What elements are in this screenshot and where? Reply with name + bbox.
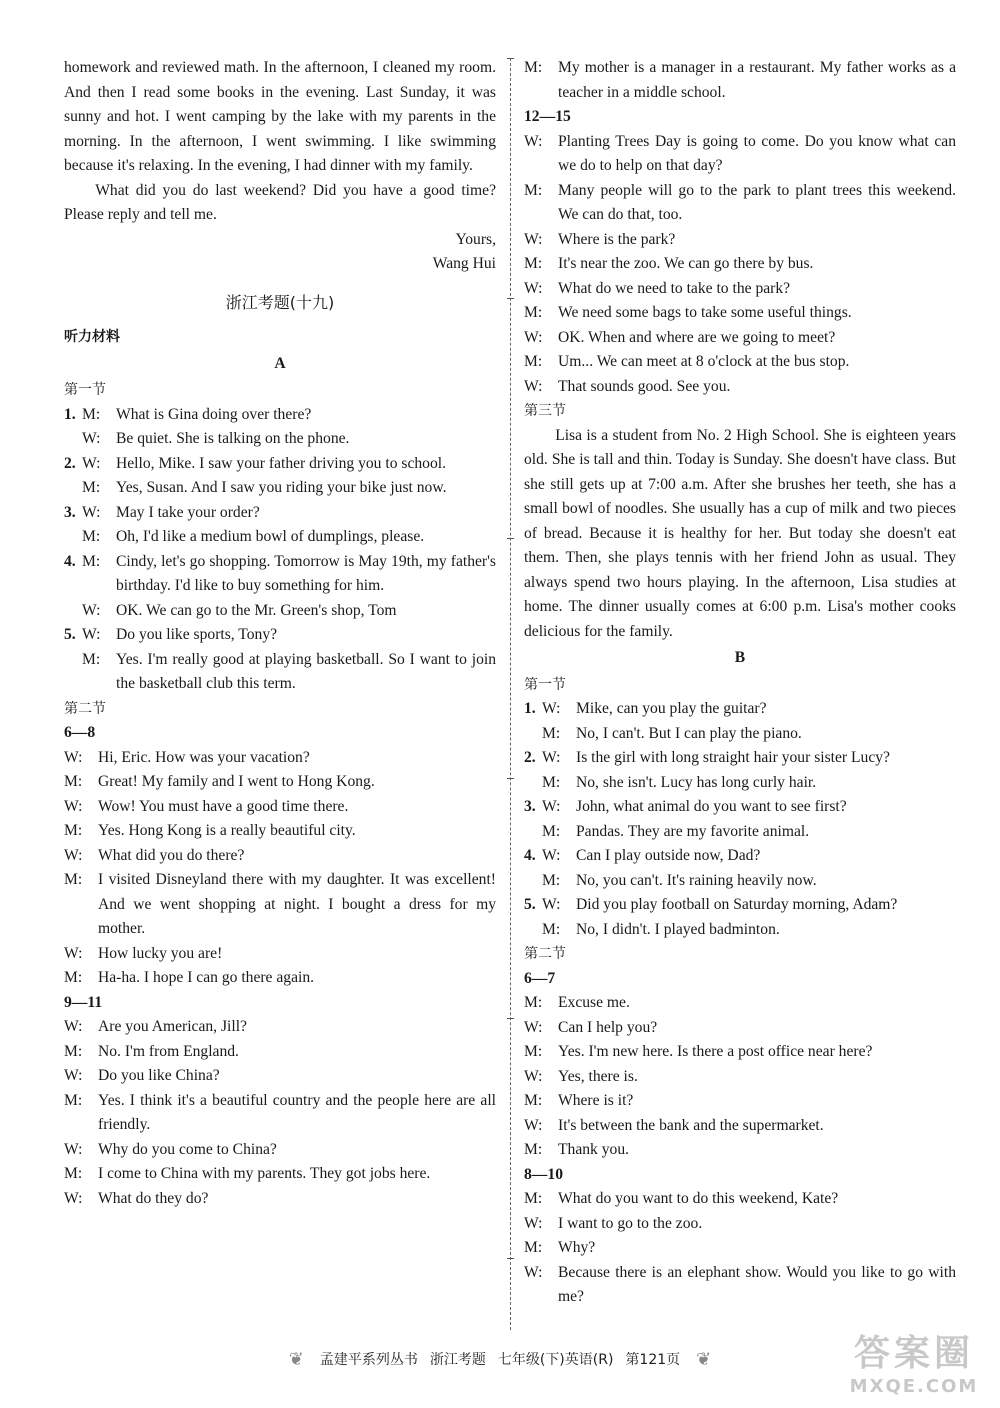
speaker-label: M:: [524, 59, 543, 76]
dialogue-line: [524, 1236, 956, 1261]
dialogue-line: [82, 550, 496, 599]
speaker-label: W:: [524, 230, 543, 248]
numbered-dialogues: [524, 697, 956, 942]
dialogue-line: [64, 1040, 496, 1065]
question-line: [64, 476, 496, 501]
ornament-right-icon: ❦: [696, 1348, 712, 1370]
left-column: [64, 56, 496, 1211]
dialogue-text: Yes. I'm really good at playing basketball. So I want to join the basketball club this term.: [116, 650, 496, 692]
dialogue-line: [542, 771, 956, 796]
speaker-label: M:: [64, 822, 83, 839]
speaker-label: W:: [524, 132, 543, 150]
dialogue-line: [82, 599, 496, 624]
dialogue-line: [524, 56, 956, 105]
dialogue-text: Hi, Eric. How was your vacation?: [98, 748, 310, 766]
question-number: [524, 918, 542, 943]
speaker-label: W:: [542, 847, 561, 864]
speaker-label: M:: [524, 1190, 543, 1207]
question-line: [524, 844, 956, 869]
dialogue-line: [64, 1187, 496, 1212]
dialogue-line: [64, 966, 496, 991]
dialogue-line: [524, 1138, 956, 1163]
dialogue-text: Thank you.: [558, 1141, 630, 1158]
dialogue-9-11: [64, 1015, 496, 1211]
speaker-label: M:: [64, 969, 83, 986]
speaker-label: M:: [524, 353, 543, 370]
dialogue-continuation: [524, 56, 956, 105]
dialogue-line: [64, 1162, 496, 1187]
question-number: 5.: [64, 626, 76, 643]
speaker-label: M:: [524, 1239, 543, 1256]
question-line: [64, 403, 496, 428]
dialogue-line: [64, 1064, 496, 1089]
dialogue-8-10: [524, 1187, 956, 1310]
exam-title: 浙江考题(十九): [225, 292, 335, 312]
dialogue-line: [542, 844, 956, 869]
dialogue-line: [82, 623, 496, 648]
speaker-label: M:: [524, 1141, 543, 1158]
speaker-label: W:: [524, 377, 543, 395]
section-heading: 第二节: [64, 700, 106, 717]
dialogue-text: Um... We can meet at 8 o'clock at the bus stop.: [558, 353, 850, 370]
speaker-label: W:: [64, 1018, 83, 1035]
part-b-heading: B: [734, 649, 746, 666]
dialogue-text: No, you can't. It's raining heavily now.: [576, 871, 817, 889]
dialogue-text: Yes, Susan. And I saw you riding your bike just now.: [116, 479, 447, 496]
footer-grade: 七年级(下)英语(R): [497, 1352, 614, 1368]
dialogue-line: [82, 403, 496, 428]
dialogue-text: How lucky you are!: [98, 944, 223, 962]
dialogue-text: John, what animal do you want to see first?: [576, 798, 847, 815]
dialogue-text: We need some bags to take some useful things.: [558, 304, 852, 321]
watermark-logo: [834, 1332, 994, 1404]
section-heading: 第二节: [524, 946, 566, 962]
speaker-label: M:: [64, 773, 83, 790]
dialogue-text: OK. We can go to the Mr. Green's shop, Tom: [116, 601, 397, 619]
dialogue-text: Yes, there is.: [558, 1067, 638, 1085]
dialogue-text: Do you like China?: [98, 1067, 220, 1084]
dialogue-line: [524, 1040, 956, 1065]
dialogue-text: Ha-ha. I hope I can go there again.: [98, 969, 315, 986]
question-line: [64, 599, 496, 624]
dialogue-line: [524, 277, 956, 302]
dialogue-line: [524, 1187, 956, 1212]
dialogue-text: Be quiet. She is talking on the phone.: [116, 430, 350, 447]
dialogue-text: Cindy, let's go shopping. Tomorrow is May 19th, my father's birthday. I'd like to buy something for him.: [116, 552, 496, 594]
speaker-label: M:: [64, 871, 83, 888]
dialogue-text: Yes. I'm new here. Is there a post office near here?: [558, 1043, 873, 1060]
divider-tick: [507, 298, 514, 299]
watermark-text: 答案圈: [853, 1333, 974, 1374]
speaker-label: M:: [82, 479, 101, 496]
dialogue-line: [82, 476, 496, 501]
dialogue-text: Yes. I think it's a beautiful country and the people here are all friendly.: [98, 1091, 496, 1133]
divider-tick: [507, 778, 514, 779]
divider-tick: [507, 1258, 514, 1259]
dialogue-text: No. I'm from England.: [98, 1042, 239, 1060]
speaker-label: W:: [64, 1140, 83, 1158]
speaker-label: W:: [82, 601, 101, 619]
speaker-label: M:: [524, 1043, 543, 1060]
footer-book: 浙江考题: [429, 1352, 486, 1368]
dialogue-text: Can I play outside now, Dad?: [576, 847, 761, 864]
page-footer: [200, 1346, 800, 1372]
dialogue-text: No, I didn't. I played badminton.: [576, 920, 780, 938]
dialogue-line: [524, 1261, 956, 1310]
speaker-label: M:: [82, 552, 101, 570]
question-range: 6—7: [524, 969, 556, 987]
dialogue-line: [82, 501, 496, 526]
speaker-label: M:: [542, 920, 561, 938]
dialogue-line: [82, 427, 496, 452]
part-a-heading: A: [274, 354, 286, 372]
dialogue-line: [82, 648, 496, 697]
speaker-label: W:: [542, 798, 561, 815]
dialogue-line: [542, 820, 956, 845]
divider-tick: [507, 538, 514, 539]
column-divider: [510, 58, 511, 1330]
dialogue-text: That sounds good. See you.: [558, 377, 731, 395]
dialogue-text: Wow! You must have a good time there.: [98, 797, 349, 815]
dialogue-line: [524, 1065, 956, 1090]
question-range: 12—15: [524, 108, 571, 125]
question-line: [524, 820, 956, 845]
question-line: [524, 697, 956, 722]
dialogue-6-7: [524, 991, 956, 1163]
question-number: [64, 525, 82, 550]
dialogue-6-8: [64, 746, 496, 991]
dialogue-line: [64, 770, 496, 795]
speaker-label: M:: [64, 1165, 83, 1182]
speaker-label: M:: [524, 181, 543, 199]
speaker-label: M:: [542, 871, 561, 889]
question-line: [524, 746, 956, 771]
dialogue-line: [82, 525, 496, 550]
question-line: [64, 501, 496, 526]
question-number: 1.: [64, 405, 76, 423]
question-line: [524, 893, 956, 918]
speaker-label: M:: [82, 528, 101, 545]
dialogue-line: [524, 252, 956, 277]
question-number: 4.: [64, 552, 76, 570]
dialogue-text: Oh, I'd like a medium bowl of dumplings, please.: [116, 528, 425, 545]
dialogue-text: My mother is a manager in a restaurant. My father works as a teacher in a middle school.: [558, 59, 956, 101]
dialogue-line: [524, 301, 956, 326]
dialogue-line: [64, 868, 496, 942]
dialogue-line: [524, 1114, 956, 1139]
question-number: [524, 722, 542, 747]
section-heading: 第一节: [64, 382, 106, 398]
question-number: [524, 820, 542, 845]
dialogue-line: [524, 1089, 956, 1114]
dialogue-line: [64, 746, 496, 771]
dialogue-text: Hello, Mike. I saw your father driving you to school.: [116, 454, 447, 472]
speaker-label: W:: [82, 430, 101, 447]
speaker-label: M:: [524, 1092, 543, 1109]
speaker-label: W:: [64, 797, 83, 815]
dialogue-text: I want to go to the zoo.: [558, 1214, 703, 1232]
dialogue-line: [524, 1212, 956, 1237]
dialogue-text: Where is the park?: [558, 230, 676, 248]
question-line: [524, 795, 956, 820]
dialogue-line: [64, 795, 496, 820]
dialogue-text: Where is it?: [558, 1092, 634, 1109]
question-range: 6—8: [64, 724, 96, 741]
dialogue-text: What do they do?: [98, 1189, 209, 1207]
dialogue-text: Great! My family and I went to Hong Kong.: [98, 773, 375, 790]
dialogue-text: Did you play football on Saturday morning, Adam?: [576, 896, 898, 913]
dialogue-line: [64, 1138, 496, 1163]
section-label: 听力材料: [64, 329, 120, 345]
speaker-label: W:: [524, 279, 543, 297]
question-number: 2.: [64, 454, 76, 472]
speaker-label: M:: [524, 994, 543, 1011]
question-number: [64, 427, 82, 452]
question-number: [64, 476, 82, 501]
dialogue-text: Yes. Hong Kong is a really beautiful city.: [98, 822, 356, 839]
speaker-label: W:: [524, 1214, 543, 1232]
question-number: [524, 869, 542, 894]
speaker-label: M:: [524, 255, 543, 272]
letter-paragraph: What did you do last weekend? Did you have a good time? Please reply and tell me.: [64, 181, 496, 223]
dialogue-text: May I take your order?: [116, 503, 260, 521]
letter-signature: Wang Hui: [432, 255, 496, 272]
letter-continuation: homework and reviewed math. In the afternoon, I cleaned my room. And then I read some books in the evening. Last Sunday, it was sunny and hot. I went camping by the lake with my parents in the morning. In the afternoon, I went swimming. I like swimming because it's relaxing. In the evening, I had dinner with my family.: [64, 59, 496, 174]
dialogue-text: Why do you come to China?: [98, 1140, 277, 1158]
speaker-label: M:: [542, 822, 561, 840]
dialogue-text: I come to China with my parents. They got jobs here.: [98, 1165, 431, 1182]
speaker-label: W:: [542, 700, 561, 717]
speaker-label: W:: [64, 1067, 83, 1084]
dialogue-text: What do we need to take to the park?: [558, 279, 791, 297]
speaker-label: W:: [64, 748, 83, 766]
dialogue-line: [524, 228, 956, 253]
speaker-label: W:: [542, 896, 561, 913]
right-column: [524, 56, 956, 1310]
dialogue-text: Why?: [558, 1239, 596, 1256]
speaker-label: M:: [82, 650, 101, 668]
speaker-label: W:: [64, 846, 83, 864]
speaker-label: W:: [64, 944, 83, 962]
dialogue-text: No, she isn't. Lucy has long curly hair.: [576, 773, 817, 791]
dialogue-text: Are you American, Jill?: [98, 1018, 247, 1035]
question-number: 1.: [524, 700, 536, 717]
dialogue-line: [524, 130, 956, 179]
dialogue-12-15: [524, 130, 956, 400]
dialogue-line: [64, 819, 496, 844]
dialogue-line: [542, 722, 956, 747]
question-line: [64, 623, 496, 648]
dialogue-line: [64, 942, 496, 967]
dialogue-text: What do you want to do this weekend, Kate?: [558, 1190, 839, 1207]
watermark-url: MXQE.COM: [849, 1376, 979, 1397]
speaker-label: W:: [524, 1018, 543, 1036]
speaker-label: W:: [524, 1116, 543, 1134]
dialogue-text: I visited Disneyland there with my daughter. It was excellent! And we went shopping at night. I bought a dress for my mother.: [98, 871, 496, 937]
speaker-label: M:: [524, 304, 543, 321]
dialogue-line: [524, 179, 956, 228]
question-line: [524, 722, 956, 747]
question-line: [64, 427, 496, 452]
speaker-label: W:: [524, 1067, 543, 1085]
question-line: [524, 771, 956, 796]
page-number: 第121页: [625, 1352, 681, 1368]
dialogue-line: [524, 350, 956, 375]
dialogue-line: [64, 1015, 496, 1040]
question-number: 4.: [524, 847, 536, 864]
footer-series: 孟建平系列丛书: [319, 1352, 418, 1368]
dialogue-line: [542, 869, 956, 894]
dialogue-text: Mike, can you play the guitar?: [576, 700, 767, 717]
speaker-label: W:: [524, 328, 543, 346]
question-line: [64, 525, 496, 550]
dialogue-text: Can I help you?: [558, 1018, 658, 1036]
dialogue-line: [542, 746, 956, 771]
dialogue-text: What is Gina doing over there?: [116, 405, 312, 423]
speaker-label: W:: [82, 626, 101, 643]
speaker-label: M:: [82, 405, 101, 423]
speaker-label: M:: [542, 724, 561, 742]
numbered-dialogues: [64, 403, 496, 697]
dialogue-text: Excuse me.: [558, 994, 630, 1011]
dialogue-line: [64, 844, 496, 869]
section-heading: 第一节: [524, 676, 566, 693]
dialogue-text: It's between the bank and the supermarket.: [558, 1116, 824, 1134]
question-line: [524, 918, 956, 943]
question-number: [64, 599, 82, 624]
dialogue-line: [524, 991, 956, 1016]
section-heading: 第三节: [524, 403, 566, 419]
speaker-label: W:: [82, 503, 101, 521]
dialogue-text: It's near the zoo. We can go there by bus.: [558, 255, 814, 272]
passage-text: Lisa is a student from No. 2 High School. She is eighteen years old. She is tall and thin. Today is Sunday. She doesn't have class. But she still gets up at 7:00 a.m. After she brushes her teeth, she has a small bowl of noodles. She usually has a cup of milk and two pieces of bread. Because it is healthy for her. But today she doesn't eat them. Then, she plays tennis with her friend John as usual. They always spend two hours playing. In the afternoon, Lisa studies at home. The dinner usually comes at 6:00 p.m. Lisa's mother cooks delicious for the family.: [524, 426, 956, 640]
dialogue-text: OK. When and where are we going to meet?: [558, 328, 836, 346]
dialogue-text: What did you do there?: [98, 846, 245, 864]
dialogue-line: [82, 452, 496, 477]
question-line: [64, 452, 496, 477]
dialogue-text: Because there is an elephant show. Would you like to go with me?: [558, 1263, 956, 1305]
question-range: 9—11: [64, 993, 103, 1011]
dialogue-text: Many people will go to the park to plant trees this weekend. We can do that, too.: [558, 181, 956, 223]
question-number: 3.: [64, 503, 76, 521]
dialogue-line: [542, 893, 956, 918]
dialogue-text: Is the girl with long straight hair your sister Lucy?: [576, 749, 890, 766]
speaker-label: W:: [64, 1189, 83, 1207]
speaker-label: M:: [64, 1042, 83, 1060]
dialogue-text: No, I can't. But I can play the piano.: [576, 724, 802, 742]
dialogue-line: [542, 697, 956, 722]
question-line: [64, 648, 496, 697]
dialogue-text: Do you like sports, Tony?: [116, 626, 278, 643]
question-line: [64, 550, 496, 599]
question-number: 3.: [524, 798, 536, 815]
dialogue-line: [524, 326, 956, 351]
dialogue-line: [524, 375, 956, 400]
dialogue-line: [64, 1089, 496, 1138]
dialogue-line: [542, 918, 956, 943]
speaker-label: W:: [82, 454, 101, 472]
divider-tick: [507, 1018, 514, 1019]
dialogue-text: Pandas. They are my favorite animal.: [576, 822, 810, 840]
question-number: [64, 648, 82, 697]
question-number: 2.: [524, 749, 536, 766]
letter-closing: Yours,: [455, 230, 496, 248]
question-number: [524, 771, 542, 796]
ornament-left-icon: ❦: [288, 1348, 304, 1370]
speaker-label: W:: [542, 749, 561, 766]
speaker-label: M:: [542, 773, 561, 791]
speaker-label: M:: [64, 1091, 83, 1109]
question-range: 8—10: [524, 1165, 563, 1183]
dialogue-line: [542, 795, 956, 820]
divider-tick: [507, 58, 514, 59]
question-number: 5.: [524, 896, 536, 913]
speaker-label: W:: [524, 1263, 543, 1281]
dialogue-text: Planting Trees Day is going to come. Do you know what can we do to help on that day?: [558, 132, 956, 174]
dialogue-line: [524, 1016, 956, 1041]
question-line: [524, 869, 956, 894]
